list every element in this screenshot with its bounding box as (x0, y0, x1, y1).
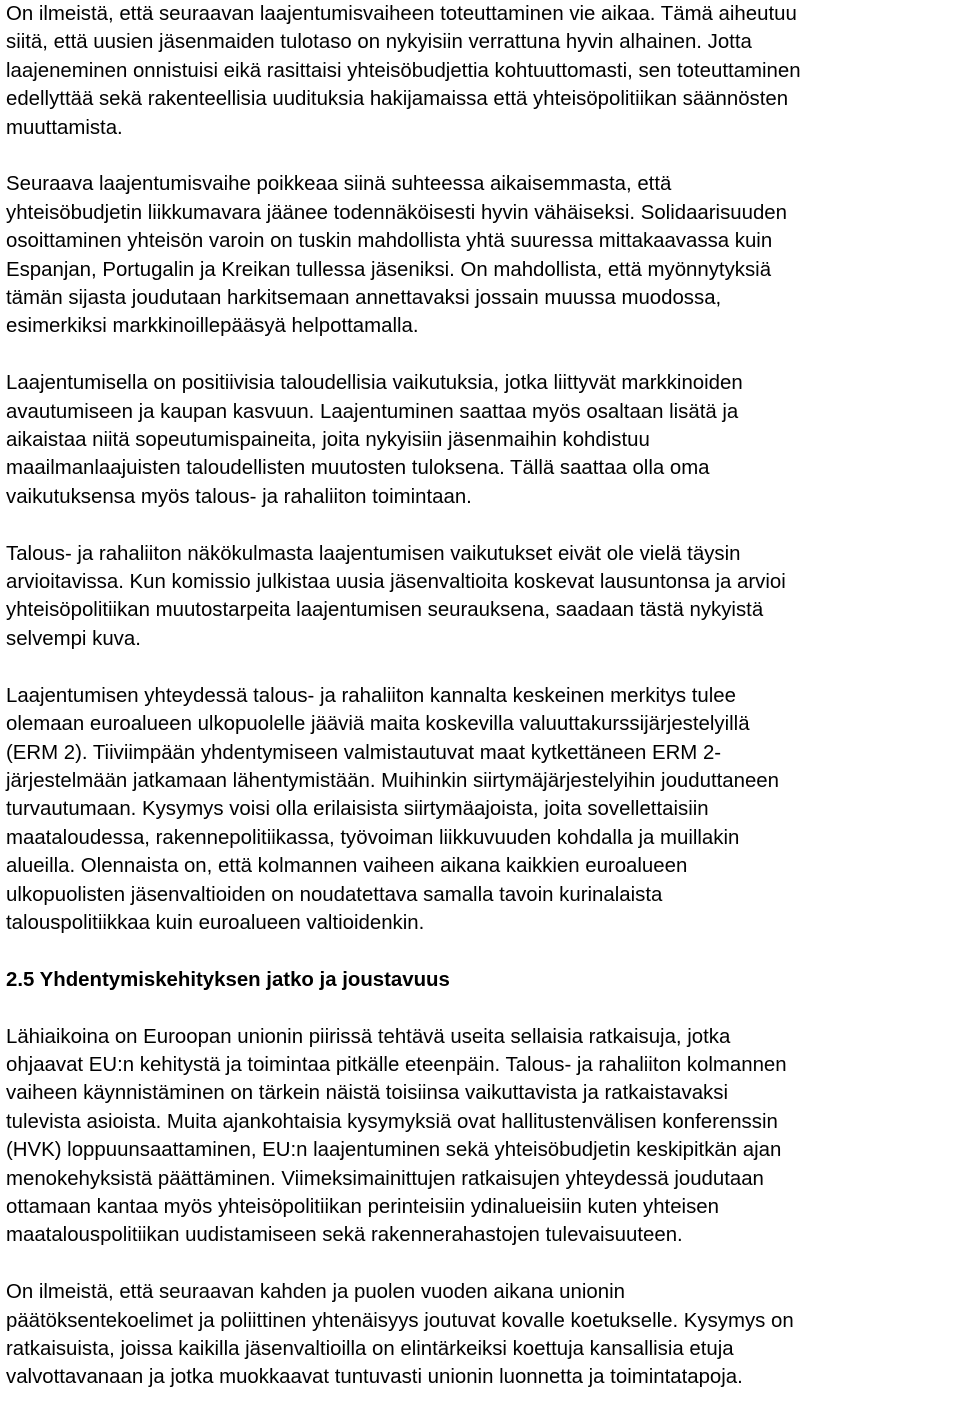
paragraph (6, 0, 958, 142)
text-line: On ilmeistä, että seuraavan kahden ja puolen vuoden aikana unionin (6, 1281, 625, 1304)
text-line: maailmanlaajuisten taloudellisten muutosten tuloksena. Tällä saattaa olla oma (6, 457, 710, 480)
text-line: maatalouspolitiikan uudistamiseen sekä rakennerahastojen tulevaisuuteen. (6, 1224, 683, 1247)
text-line: menokehyksistä päättäminen. Viimeksimainittujen ratkaisujen yhteydessä joudutaan (6, 1167, 764, 1190)
paragraph (6, 540, 958, 654)
text-line: osoittaminen yhteisön varoin on tuskin mahdollista yhtä suuressa mittakaavassa kuin (6, 230, 773, 253)
text-line: ratkaisuista, joissa kaikilla jäsenvaltioilla on elintärkeiksi koettuja kansallisia etuja (6, 1337, 734, 1360)
text-line: Laajentumisen yhteydessä talous- ja rahaliiton kannalta keskeinen merkitys tulee (6, 684, 736, 707)
text-line: Seuraava laajentumisvaihe poikkeaa siinä suhteessa aikaisemmasta, että (6, 173, 672, 196)
text-line: tämän sijasta joudutaan harkitsemaan annettavaksi jossain muussa muodossa, (6, 287, 722, 310)
text-line: ottamaan kantaa myös yhteisöpolitiikan perinteisiin ydinalueisiin kuten yhteisen (6, 1195, 719, 1218)
text-line: talouspolitiikkaa kuin euroalueen valtioidenkin. (6, 911, 425, 934)
text-line: aikaistaa niitä sopeutumispaineita, joita nykyisiin jäsenmaihin kohdistuu (6, 429, 650, 452)
text-line: olemaan euroalueen ulkopuolelle jääviä maita koskevilla valuuttakurssijärjestelyillä (6, 713, 750, 736)
text-line: tulevista asioista. Muita ajankohtaisia kysymyksiä ovat hallitustenvälisen konferenssin (6, 1110, 778, 1133)
text-line: yhteisöbudjetin liikkumavara jäänee todennäköisesti hyvin vähäiseksi. Solidaarisuuden (6, 201, 787, 224)
text-line: On ilmeistä, että seuraavan laajentumisvaiheen toteuttaminen vie aikaa. Tämä aiheutuu (6, 3, 797, 25)
paragraph (6, 1023, 958, 1250)
section-heading: 2.5 Yhdentymiskehityksen jatko ja joustavuus (6, 968, 450, 991)
paragraph (6, 170, 958, 340)
text-line: turvautumaan. Kysymys voisi olla erilaisista siirtymäajoista, joita sovellettaisiin (6, 798, 709, 821)
text-line: alueilla. Olennaista on, että kolmannen vaiheen aikana kaikkien euroalueen (6, 855, 688, 878)
text-line: esimerkiksi markkinoillepääsyä helpottamalla. (6, 315, 419, 338)
text-line: Espanjan, Portugalin ja Kreikan tullessa jäseniksi. On mahdollista, että myönnytyksiä (6, 258, 772, 281)
text-line: ulkopuolisten jäsenvaltioiden on noudatettava samalla tavoin kurinalaista (6, 883, 663, 906)
text-line: järjestelmään jatkamaan lähentymistään. Muihinkin siirtymäjärjestelyihin jouduttaneen (6, 769, 779, 792)
text-line: Talous- ja rahaliiton näkökulmasta laajentumisen vaikutukset eivät ole vielä täysin (6, 542, 741, 565)
document-page (6, 0, 958, 1420)
text-line: selvempi kuva. (6, 627, 141, 650)
text-line: avautumiseen ja kaupan kasvuun. Laajentuminen saattaa myös osaltaan lisätä ja (6, 400, 739, 423)
text-line: vaiheen käynnistäminen on tärkein näistä toisiinsa vaikuttavista ja ratkaistavaksi (6, 1082, 728, 1105)
text-line: maataloudessa, rakennepolitiikassa, työvoiman liikkuvuuden kohdalla ja muillakin (6, 826, 740, 849)
text-line: Lähiaikoina on Euroopan unionin piirissä tehtävä useita sellaisia ratkaisuja, jotka (6, 1025, 731, 1048)
text-line: päätöksentekoelimet ja poliittinen yhtenäisyys joutuvat kovalle koetukselle. Kysymys on (6, 1309, 794, 1332)
text-line: yhteisöpolitiikan muutostarpeita laajentumisen seurauksena, saadaan tästä nykyistä (6, 599, 764, 622)
text-line: arvioitavissa. Kun komissio julkistaa uusia jäsenvaltioita koskevat lausuntonsa ja arvioi (6, 571, 786, 594)
text-line: ohjaavat EU:n kehitystä ja toimintaa pitkälle eteenpäin. Talous- ja rahaliiton kolmannen (6, 1053, 787, 1076)
text-line: valvottavanaan ja jotka muokkaavat tuntuvasti unionin luonnetta ja toimintatapoja. (6, 1366, 743, 1389)
text-line: laajeneminen onnistuisi eikä rasittaisi yhteisöbudjettia kohtuuttomasti, sen toteuttaminen (6, 59, 801, 82)
text-line: siitä, että uusien jäsenmaiden tulotaso on nykyisiin verrattuna hyvin alhainen. Jotta (6, 31, 752, 54)
text-line: (ERM 2). Tiiviimpään yhdentymiseen valmistautuvat maat kytkettäneen ERM 2- (6, 741, 722, 764)
text-line: Laajentumisella on positiivisia taloudellisia vaikutuksia, jotka liittyvät markkinoiden (6, 372, 743, 395)
text-line: edellyttää sekä rakenteellisia uudituksia hakijamaissa että yhteisöpolitiikan säännösten (6, 88, 789, 111)
text-line: muuttamista. (6, 116, 123, 139)
text-line: (HVK) loppuunsaattaminen, EU:n laajentuminen sekä yhteisöbudjetin keskipitkän ajan (6, 1139, 782, 1162)
paragraph (6, 369, 958, 511)
paragraph (6, 682, 958, 938)
text-line: vaikutuksensa myös talous- ja rahaliiton toimintaan. (6, 485, 472, 508)
